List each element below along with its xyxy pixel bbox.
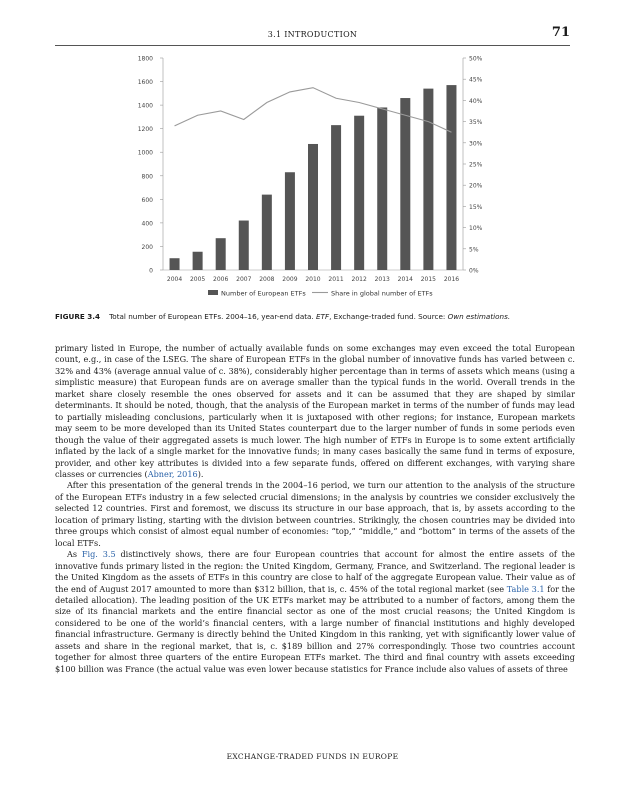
left-tick-label: 0: [149, 267, 153, 275]
bar-2004: [170, 258, 180, 270]
right-tick-label: 35%: [469, 119, 483, 127]
x-tick-label: 2007: [236, 276, 252, 283]
bar-2009: [285, 172, 295, 270]
left-tick-label: 600: [141, 196, 153, 204]
paragraph-3-text-b: distinctively shows, there are four European countries that account for almost the entire assets of the innovative funds primary listed in the region: the United Kingdom, Germany, France, and Switzerland. The regional leader is the United Kingdom as the assets of ETFs in this country are close to half of the aggregate European value. Their value as of the end of August 2017 amounted to more than $312 billion, that is, c. 45% of the total regional market (see: [55, 549, 575, 594]
bar-2012: [354, 116, 364, 270]
right-tick-label: 15%: [469, 203, 483, 211]
x-tick-label: 2005: [189, 276, 206, 283]
left-tick-label: 1000: [137, 149, 153, 157]
left-tick-label: 1200: [137, 126, 153, 134]
table-link-3-1[interactable]: Table 3.1: [506, 583, 545, 594]
right-tick-label: 0%: [469, 267, 479, 275]
bar-2007: [239, 221, 249, 270]
section-title: 3.1 INTRODUCTION: [267, 30, 358, 39]
figure-link-3-5[interactable]: Fig. 3.5: [81, 549, 116, 560]
body-text: [55, 343, 575, 675]
x-tick-label: 2011: [328, 276, 344, 283]
left-tick-label: 200: [141, 243, 153, 251]
running-header: [0, 27, 625, 41]
x-tick-label: 2016: [443, 276, 460, 283]
paragraph-3-text-c: for the detailed allocation). The leading position of the UK ETFs market may be attributed to a number of factors, among them the size of its financial markets and the entire financial sector as one of the most crucial reasons; the United Kingdom is considered to be one of the world’s financial centers, with a large number of financial institutions and highly developed financial infrastructure. Germany is directly behind the United Kingdom in this ranking, yet with significantly lower value of assets and share in the regional market, that is, c. $189 billion and 27% correspondingly. Those two countries account together for almost three quarters of the entire European ETFs market. The third and final country with assets exceeding $100 billion was France (the actual value was even lower because statistics for France include also values of assets of three: [55, 583, 575, 674]
figure-caption: [55, 312, 575, 321]
right-tick-label: 50%: [469, 55, 483, 63]
legend-bar-swatch: [208, 290, 218, 295]
paragraph-3-text-a: As: [67, 549, 82, 560]
bar-2016: [446, 85, 456, 270]
page-number: 71: [551, 25, 570, 40]
bar-2013: [377, 107, 387, 270]
paragraph-1-end: ).: [197, 468, 204, 479]
right-tick-label: 5%: [469, 246, 479, 254]
right-tick-label: 25%: [469, 161, 483, 169]
x-tick-label: 2015: [420, 276, 437, 283]
caption-text-2: , Exchange-traded fund. Source:: [329, 312, 446, 321]
left-tick-label: 1600: [137, 79, 153, 87]
figure-label: FIGURE 3.4: [55, 312, 100, 321]
x-tick-label: 2008: [259, 276, 275, 283]
x-tick-label: 2004: [166, 276, 183, 283]
etf-chart: [0, 50, 625, 305]
x-tick-label: 2014: [397, 276, 413, 283]
bar-2011: [331, 125, 341, 270]
right-tick-label: 30%: [469, 140, 483, 148]
paragraph-3: [55, 549, 575, 675]
x-tick-label: 2012: [351, 276, 367, 283]
x-tick-label: 2010: [305, 276, 321, 283]
left-tick-label: 400: [141, 220, 153, 228]
citation-link-abner[interactable]: Abner, 2016: [147, 468, 198, 479]
left-tick-label: 1400: [137, 102, 153, 110]
x-tick-label: 2009: [282, 276, 298, 283]
paragraph-1: [55, 343, 575, 480]
caption-source: Own estimations.: [447, 312, 511, 321]
header-rule: [55, 45, 570, 46]
bar-2005: [193, 252, 203, 270]
running-footer: EXCHANGE-TRADED FUNDS IN EUROPE: [226, 752, 399, 761]
paragraph-2: After this presentation of the general trends in the 2004–16 period, we turn our attention to the analysis of the structure of the European ETFs industry in a few selected crucial dimensions; in the analysis by countries we consider exclusively the selected 12 countries. First and foremost, we discuss its structure in our base approach, that is, by assets according to the location of primary listing, starting with the division between countries. Strikingly, the chosen countries may be divided into three groups which consist of almost equal number of economies: “top,” “middle,” and “bottom” in terms of the assets of the local ETFs.: [55, 480, 575, 548]
bar-2015: [423, 89, 433, 270]
legend-line-label: Share in global number of ETFs: [331, 289, 433, 298]
left-tick-label: 1800: [137, 55, 153, 63]
right-tick-label: 20%: [469, 182, 483, 190]
right-tick-label: 10%: [469, 225, 483, 233]
caption-text: Total number of European ETFs. 2004–16, year-end data.: [109, 312, 314, 321]
x-tick-label: 2013: [374, 276, 390, 283]
bar-2006: [216, 238, 226, 270]
legend-bar-label: Number of European ETFs: [221, 289, 306, 298]
x-tick-label: 2006: [213, 276, 229, 283]
paragraph-1-text: primary listed in Europe, the number of actually available funds on some exchanges may even exceed the total European count, e.g., in case of the LSEG. The share of European ETFs in the global number of innovative funds has varied between c. 32% and 43% (average annual value of c. 38%), considerably higher percentage than in terms of assets which means (using a simplistic measure) that European funds are on average smaller than the typical funds in the world. Overall trends in the market share closely resemble the ones observed for assets and it can be assumed that they are shaped by similar determinants. It should be noted, though, that the analysis of the European market in terms of the number of funds may lead to partially misleading conclusions, particularly when it is juxtaposed with other regions; for instance, European markets may seem to be more developed than its United States counterpart due to the larger number of funds in some periods even though the value of their aggregated assets is much lower. The high number of ETFs in Europe is to some extent artificially inflated by the lack of a single market for the innovative funds; in many cases basically the same fund in terms of exposure, provider, and other key attributes is divided into a few separate funds, offered on different exchanges, with varying share classes or currencies (: [55, 343, 575, 479]
bar-2010: [308, 144, 318, 270]
caption-abbrev: ETF: [316, 312, 330, 321]
right-tick-label: 45%: [469, 76, 483, 84]
left-tick-label: 800: [141, 173, 153, 181]
right-tick-label: 40%: [469, 97, 483, 105]
bar-2008: [262, 195, 272, 270]
bar-2014: [400, 98, 410, 270]
